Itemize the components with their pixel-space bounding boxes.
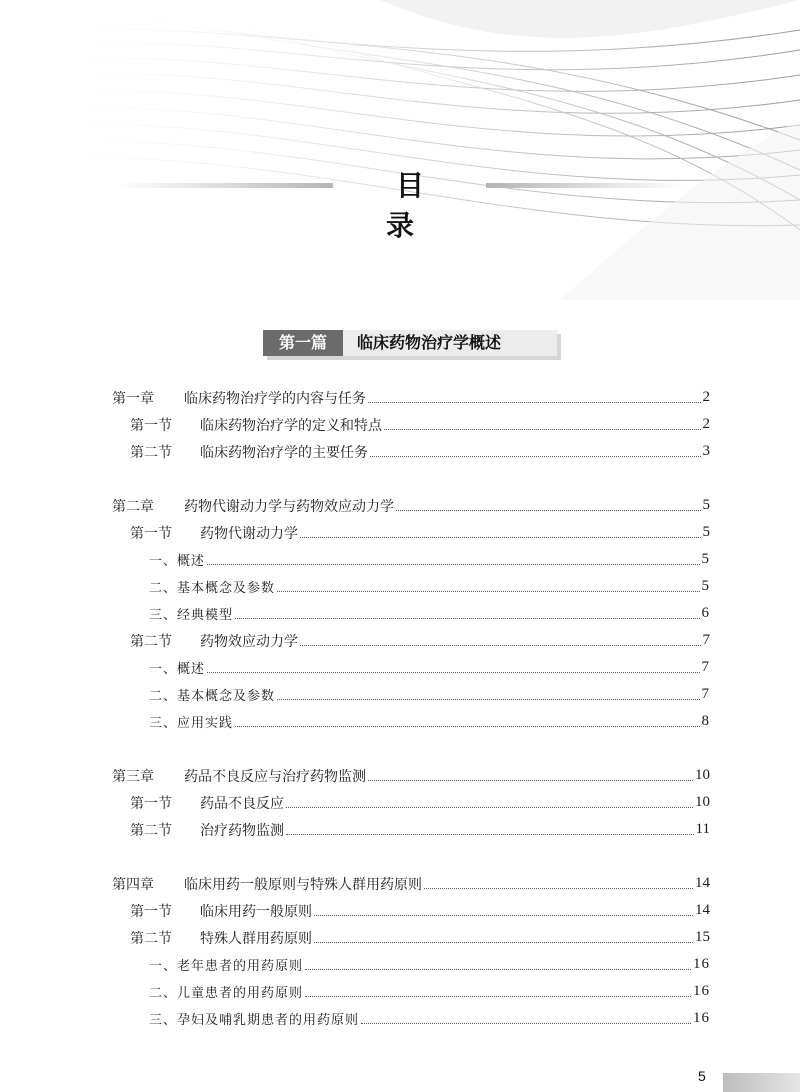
toc-chapter-number: 第三章	[112, 768, 154, 785]
toc-section-number: 第二节	[130, 444, 172, 461]
toc-item-title: 二、基本概念及参数	[149, 689, 276, 704]
toc-section-title: 药物效应动力学	[200, 633, 298, 650]
toc-page-number: 5	[701, 578, 710, 594]
part-title: 临床药物治疗学概述	[343, 330, 557, 356]
table-of-contents	[112, 384, 710, 1032]
toc-chapter-number: 第四章	[112, 876, 154, 893]
title-bar	[0, 166, 800, 242]
toc-section-row[interactable]	[112, 411, 710, 438]
toc-section-number: 第一节	[130, 525, 172, 542]
toc-page-number: 15	[695, 929, 710, 945]
toc-section-row[interactable]	[112, 897, 710, 924]
toc-section-label	[130, 928, 312, 948]
toc-chapter-title: 药物代谢动力学与药物效应动力学	[184, 498, 394, 515]
toc-section-row[interactable]	[112, 438, 710, 465]
toc-page-number: 16	[693, 956, 710, 972]
toc-leader-dots	[235, 618, 699, 619]
toc-leader-dots	[384, 429, 701, 430]
toc-item-label	[149, 685, 275, 704]
toc-page-number: 6	[701, 605, 710, 621]
toc-chapter-row[interactable]	[112, 384, 710, 411]
background-waves	[0, 0, 800, 300]
toc-chapter-label	[112, 388, 366, 408]
toc-leader-dots	[396, 510, 701, 511]
toc-leader-dots	[314, 942, 693, 943]
toc-section-number: 第二节	[130, 633, 172, 650]
toc-section-title: 治疗药物监测	[200, 822, 284, 839]
toc-chapter-title: 药品不良反应与治疗药物监测	[184, 768, 366, 785]
toc-item-label	[149, 1009, 359, 1028]
toc-section-title: 药品不良反应	[200, 795, 284, 812]
toc-item-row[interactable]	[112, 978, 710, 1005]
toc-item-label	[149, 955, 303, 974]
toc-page-number: 7	[701, 659, 710, 675]
toc-page-number: 10	[695, 794, 710, 810]
toc-leader-dots	[305, 969, 691, 970]
toc-page-number: 10	[695, 767, 710, 783]
toc-section-label	[130, 631, 298, 651]
toc-leader-dots	[370, 456, 701, 457]
toc-leader-dots	[235, 726, 699, 727]
toc-section-number: 第二节	[130, 822, 172, 839]
toc-section-label	[130, 901, 312, 921]
toc-section-title: 药物代谢动力学	[200, 525, 298, 542]
toc-page-number: 5	[702, 497, 710, 513]
toc-page-number: 8	[701, 713, 710, 729]
toc-leader-dots	[277, 591, 699, 592]
toc-page-number: 14	[695, 875, 710, 891]
title-divider-left	[118, 183, 333, 188]
toc-item-title: 一、老年患者的用药原则	[149, 959, 304, 974]
toc-page-number: 14	[695, 902, 710, 918]
toc-section-title: 特殊人群用药原则	[200, 930, 312, 947]
toc-leader-dots	[286, 807, 693, 808]
toc-item-row[interactable]	[112, 708, 710, 735]
toc-section-row[interactable]	[112, 789, 710, 816]
toc-chapter-title: 临床用药一般原则与特殊人群用药原则	[184, 876, 422, 893]
toc-page-number: 2	[702, 389, 710, 405]
toc-section-label	[130, 415, 382, 435]
toc-leader-dots	[305, 996, 691, 997]
title-divider-right	[486, 183, 686, 188]
toc-chapter-label	[112, 766, 366, 786]
toc-item-title: 二、儿童患者的用药原则	[149, 986, 304, 1001]
toc-leader-dots	[300, 537, 701, 538]
toc-section-title: 临床药物治疗学的主要任务	[200, 444, 368, 461]
toc-section-row[interactable]	[112, 924, 710, 951]
toc-spacer	[112, 843, 710, 870]
toc-chapter-title: 临床药物治疗学的内容与任务	[184, 390, 366, 407]
toc-page-number: 7	[701, 686, 710, 702]
toc-page-number: 16	[693, 1010, 710, 1026]
toc-chapter-number: 第二章	[112, 498, 154, 515]
toc-spacer	[112, 465, 710, 492]
toc-leader-dots	[368, 780, 693, 781]
toc-item-title: 一、概述	[149, 662, 206, 677]
toc-item-label	[149, 712, 233, 731]
page-number: 5	[698, 1068, 706, 1084]
toc-page-number: 5	[702, 524, 710, 540]
toc-page-number: 5	[701, 551, 710, 567]
toc-item-row[interactable]	[112, 600, 710, 627]
toc-section-number: 第一节	[130, 795, 172, 812]
toc-chapter-row[interactable]	[112, 870, 710, 897]
toc-item-label	[149, 658, 205, 677]
toc-section-number: 第一节	[130, 417, 172, 434]
toc-item-title: 三、经典模型	[149, 608, 234, 623]
toc-section-number: 第二节	[130, 930, 172, 947]
toc-item-title: 三、应用实践	[149, 716, 234, 731]
toc-leader-dots	[207, 672, 699, 673]
toc-section-row[interactable]	[112, 816, 710, 843]
toc-section-row[interactable]	[112, 627, 710, 654]
toc-item-row[interactable]	[112, 681, 710, 708]
toc-leader-dots	[314, 915, 693, 916]
toc-item-label	[149, 604, 233, 623]
toc-item-row[interactable]	[112, 573, 710, 600]
toc-leader-dots	[207, 564, 699, 565]
toc-section-label	[130, 523, 298, 543]
toc-item-row[interactable]	[112, 546, 710, 573]
toc-leader-dots	[424, 888, 693, 889]
toc-item-label	[149, 550, 205, 569]
toc-item-row[interactable]	[112, 951, 710, 978]
toc-page-number: 3	[702, 443, 710, 459]
toc-leader-dots	[286, 834, 694, 835]
toc-leader-dots	[368, 402, 701, 403]
toc-spacer	[112, 735, 710, 762]
toc-item-label	[149, 577, 275, 596]
toc-section-title: 临床药物治疗学的定义和特点	[200, 417, 382, 434]
toc-page-number: 11	[695, 821, 710, 837]
toc-page-number: 7	[702, 632, 710, 648]
toc-leader-dots	[277, 699, 699, 700]
page-title: 目 录	[385, 169, 444, 242]
toc-page-number: 2	[702, 416, 710, 432]
toc-page-number: 16	[693, 983, 710, 999]
toc-section-label	[130, 793, 284, 813]
toc-section-row[interactable]	[112, 519, 710, 546]
toc-item-title: 三、孕妇及哺乳期患者的用药原则	[149, 1013, 360, 1028]
page-number-bar	[723, 1073, 800, 1092]
toc-item-label	[149, 982, 303, 1001]
toc-chapter-row[interactable]	[112, 492, 710, 519]
toc-item-row[interactable]	[112, 1005, 710, 1032]
toc-leader-dots	[361, 1023, 691, 1024]
toc-section-label	[130, 442, 368, 462]
toc-section-label	[130, 820, 284, 840]
toc-chapter-row[interactable]	[112, 762, 710, 789]
toc-item-row[interactable]	[112, 654, 710, 681]
toc-chapter-number: 第一章	[112, 390, 154, 407]
toc-item-title: 一、概述	[149, 554, 206, 569]
toc-chapter-label	[112, 496, 394, 516]
part-label: 第一篇	[263, 330, 343, 356]
toc-item-title: 二、基本概念及参数	[149, 581, 276, 596]
toc-leader-dots	[300, 645, 701, 646]
toc-section-number: 第一节	[130, 903, 172, 920]
toc-chapter-label	[112, 874, 422, 894]
toc-section-title: 临床用药一般原则	[200, 903, 312, 920]
